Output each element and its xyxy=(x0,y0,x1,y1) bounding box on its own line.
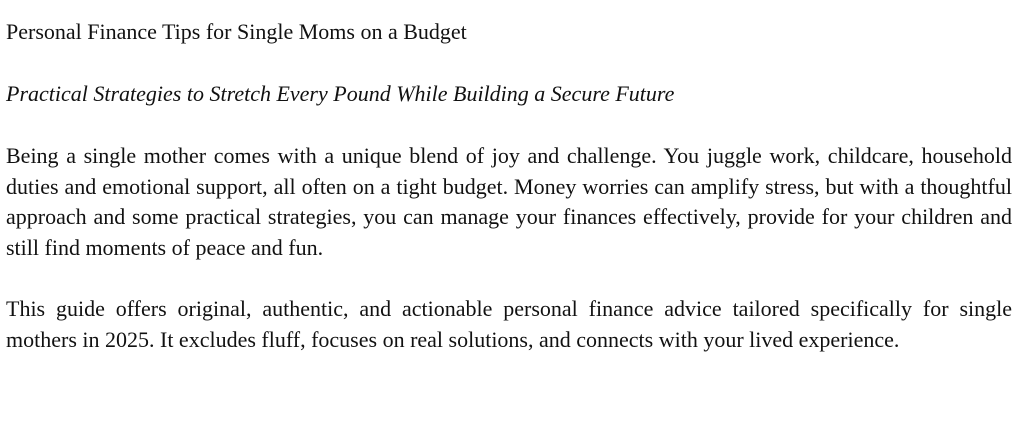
document-subtitle: Practical Strategies to Stretch Every Pound While Building a Secure Future xyxy=(6,81,675,106)
document-page xyxy=(6,0,1012,355)
intro-paragraph: Being a single mother comes with a unique blend of joy and challenge. You juggle work, childcare, household duties and emotional support, all often on a tight budget. Money worries can amplify stress, but with a thoughtful approach and some practical strategies, you can manage your finances effectively, provide for your children and still find moments of peace and fun. xyxy=(6,143,1012,260)
document-title: Personal Finance Tips for Single Moms on a Budget xyxy=(6,19,467,44)
guide-paragraph: This guide offers original, authentic, and actionable personal finance advice tailored specifically for single mothers in 2025. It excludes fluff, focuses on real solutions, and connects with your lived experience. xyxy=(6,296,1012,352)
